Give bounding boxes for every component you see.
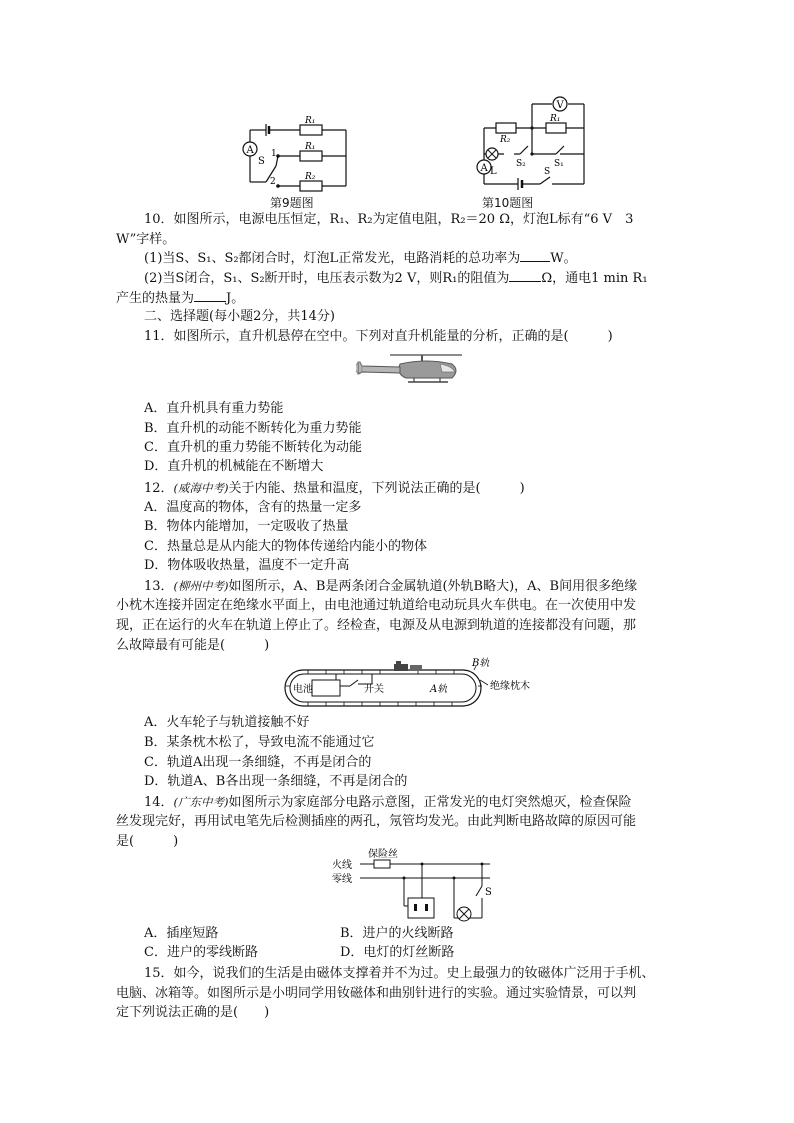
q14-option-b: B．进户的火线断路: [340, 926, 454, 941]
q10-part2-text: (2)当S闭合，S₁、S₂断开时，电压表示数为2 V，则R₁的阻值为: [144, 271, 510, 286]
q11-stem: 11．如图所示，直升机悬停在空中。下列对直升机能量的分析，正确的是( ): [144, 329, 613, 344]
q11-option-d: D．直升机的机械能在不断增大: [144, 459, 324, 474]
q13-line3: 现，正在运行的火车在轨道上停止了。经检查，电源及从电源到轨道的连接都没有问题，那: [116, 618, 637, 633]
fuse-label: 保险丝: [368, 849, 398, 860]
q12-stem: [144, 479, 525, 498]
q14-line1-text: 如图所示为家庭部分电路示意图，正常发光的电灯突然熄灭，检查保险: [228, 795, 632, 810]
q10-answer-blank-2[interactable]: [509, 269, 541, 282]
q10-answer-blank-3[interactable]: [194, 289, 226, 302]
figure-10-caption: 第10题图: [482, 196, 534, 210]
q14-number: 14．: [144, 795, 174, 810]
q13-number: 13．: [144, 579, 174, 594]
section-2-heading: 二、选择题(每小题2分，共14分): [144, 309, 335, 324]
neutral-wire-label: 零线: [332, 874, 352, 885]
track-sleeper-label: 绝缘枕木: [490, 681, 530, 692]
q13-line1-text: 如图所示，A、B是两条闭合金属轨道(外轨B略大)，A、B间用很多绝缘: [228, 579, 638, 594]
q12-option-d: D．物体吸收热量，温度不一定升高: [144, 558, 350, 573]
q10-part1-unit: W。: [550, 251, 577, 266]
q14-option-a: A．插座短路: [144, 926, 219, 941]
household-circuit-figure: [330, 848, 500, 924]
q14-line1: [144, 793, 632, 812]
lamp-switch-label: S: [485, 887, 492, 898]
fig10-ammeter-label: A: [480, 163, 488, 174]
q10-part3-unit: J。: [226, 291, 245, 306]
q13-option-c: C．轨道A出现一条细缝，不再是闭合的: [144, 755, 372, 770]
fig9-r1-mid-label: R₁: [305, 142, 316, 152]
q10-part3: [116, 289, 244, 308]
q12-source-tag: (威海中考): [173, 481, 229, 495]
q13-source-tag: (柳州中考): [173, 579, 229, 593]
q13-option-b: B．某条枕木松了，导致电流不能通过它: [144, 735, 375, 750]
q10-part2: [144, 269, 648, 288]
figure-9-circuit: [236, 116, 356, 192]
q10-part1: [144, 249, 577, 268]
q14-line3: 是( ): [116, 834, 179, 849]
track-switch-label: 开关: [364, 684, 384, 695]
q14-option-c: C．进户的零线断路: [144, 945, 258, 960]
fig10-lamp-label: L: [490, 166, 497, 177]
q12-option-c: C．热量总是从内能大的物体传递给内能小的物体: [144, 539, 427, 554]
fig10-s1-label: S₁: [554, 159, 564, 169]
q10-part3-text: 产生的热量为: [116, 291, 195, 306]
q14-options-row1: [144, 925, 454, 943]
toy-train-track-figure: [282, 656, 554, 708]
q13-option-d: D．轨道A、B各出现一条细缝，不再是闭合的: [144, 774, 408, 789]
q11-option-c: C．直升机的重力势能不断转化为动能: [144, 440, 362, 455]
q12-option-b: B．物体内能增加，一定吸收了热量: [144, 519, 349, 534]
q15-line3: 定下列说法正确的是( ): [116, 1005, 270, 1020]
q10-part1-text: (1)当S、S₁、S₂都闭合时，灯泡L正常发光，电路消耗的总功率为: [144, 251, 521, 266]
track-a-label: A轨: [430, 684, 448, 695]
q11-option-a: A．直升机具有重力势能: [144, 401, 284, 416]
q15-line2: 电脑、冰箱等。如图所示是小明同学用钕磁体和曲别针进行的实验。通过实验情景，可以判: [116, 986, 637, 1001]
fig9-ammeter-label: A: [246, 145, 254, 156]
q10-line1: 10．如图所示，电源电压恒定，R₁、R₂为定值电阻，R₂＝20 Ω，灯泡L标有“6 V 3: [144, 212, 634, 227]
q14-line2: 丝发现完好，再用试电笔先后检测插座的两孔，氖管均发光。由此判断电路故障的原因可能: [116, 814, 637, 829]
q10-line2: W”字样。: [116, 232, 176, 247]
fig10-r2-label: R₂: [500, 135, 511, 145]
track-b-label: B轨: [472, 658, 490, 669]
q11-option-b: B．直升机的动能不断转化为重力势能: [144, 421, 362, 436]
fig9-switch-label: S: [258, 156, 265, 167]
q13-option-a: A．火车轮子与轨道接触不好: [144, 715, 310, 730]
fig10-voltmeter-label: V: [556, 100, 564, 111]
figure-9-caption: 第9题图: [270, 196, 314, 210]
fig9-pos2-label: 2: [270, 177, 276, 187]
live-wire-label: 火线: [332, 860, 352, 871]
q14-option-d: D．电灯的灯丝断路: [340, 945, 455, 960]
q13-line4: 么故障最有可能是( ): [116, 638, 270, 653]
fig9-r1-top-label: R₁: [305, 116, 316, 126]
q10-part2-rest: Ω，通电1 min R₁: [541, 271, 648, 286]
track-battery-label: 电池: [293, 684, 313, 695]
q14-source-tag: (广东中考): [173, 795, 229, 809]
fig10-s2-label: S₂: [516, 159, 526, 169]
q14-options-row2: [144, 944, 454, 962]
q13-line1: [144, 577, 637, 596]
fig9-pos1-label: 1: [271, 149, 277, 159]
fig9-r2-label: R₂: [305, 172, 316, 182]
q12-option-a: A．温度高的物体，含有的热量一定多: [144, 500, 362, 515]
q12-stem-text: 关于内能、热量和温度，下列说法正确的是( ): [228, 481, 525, 496]
q12-number: 12．: [144, 481, 174, 496]
q15-line1: 15．如今，说我们的生活是由磁体支撑着并不为过。史上最强力的钕磁体广泛用于手机、: [144, 966, 655, 981]
q13-line2: 小枕木连接并固定在绝缘水平面上，由电池通过轨道给电动玩具火车供电。在一次使用中发: [116, 598, 637, 613]
q10-answer-blank-1[interactable]: [520, 249, 550, 262]
fig10-r1-label: R₁: [550, 114, 561, 124]
helicopter-image: [356, 352, 468, 386]
fig10-s-label: S: [544, 167, 551, 177]
figure-10-circuit: [460, 94, 590, 192]
